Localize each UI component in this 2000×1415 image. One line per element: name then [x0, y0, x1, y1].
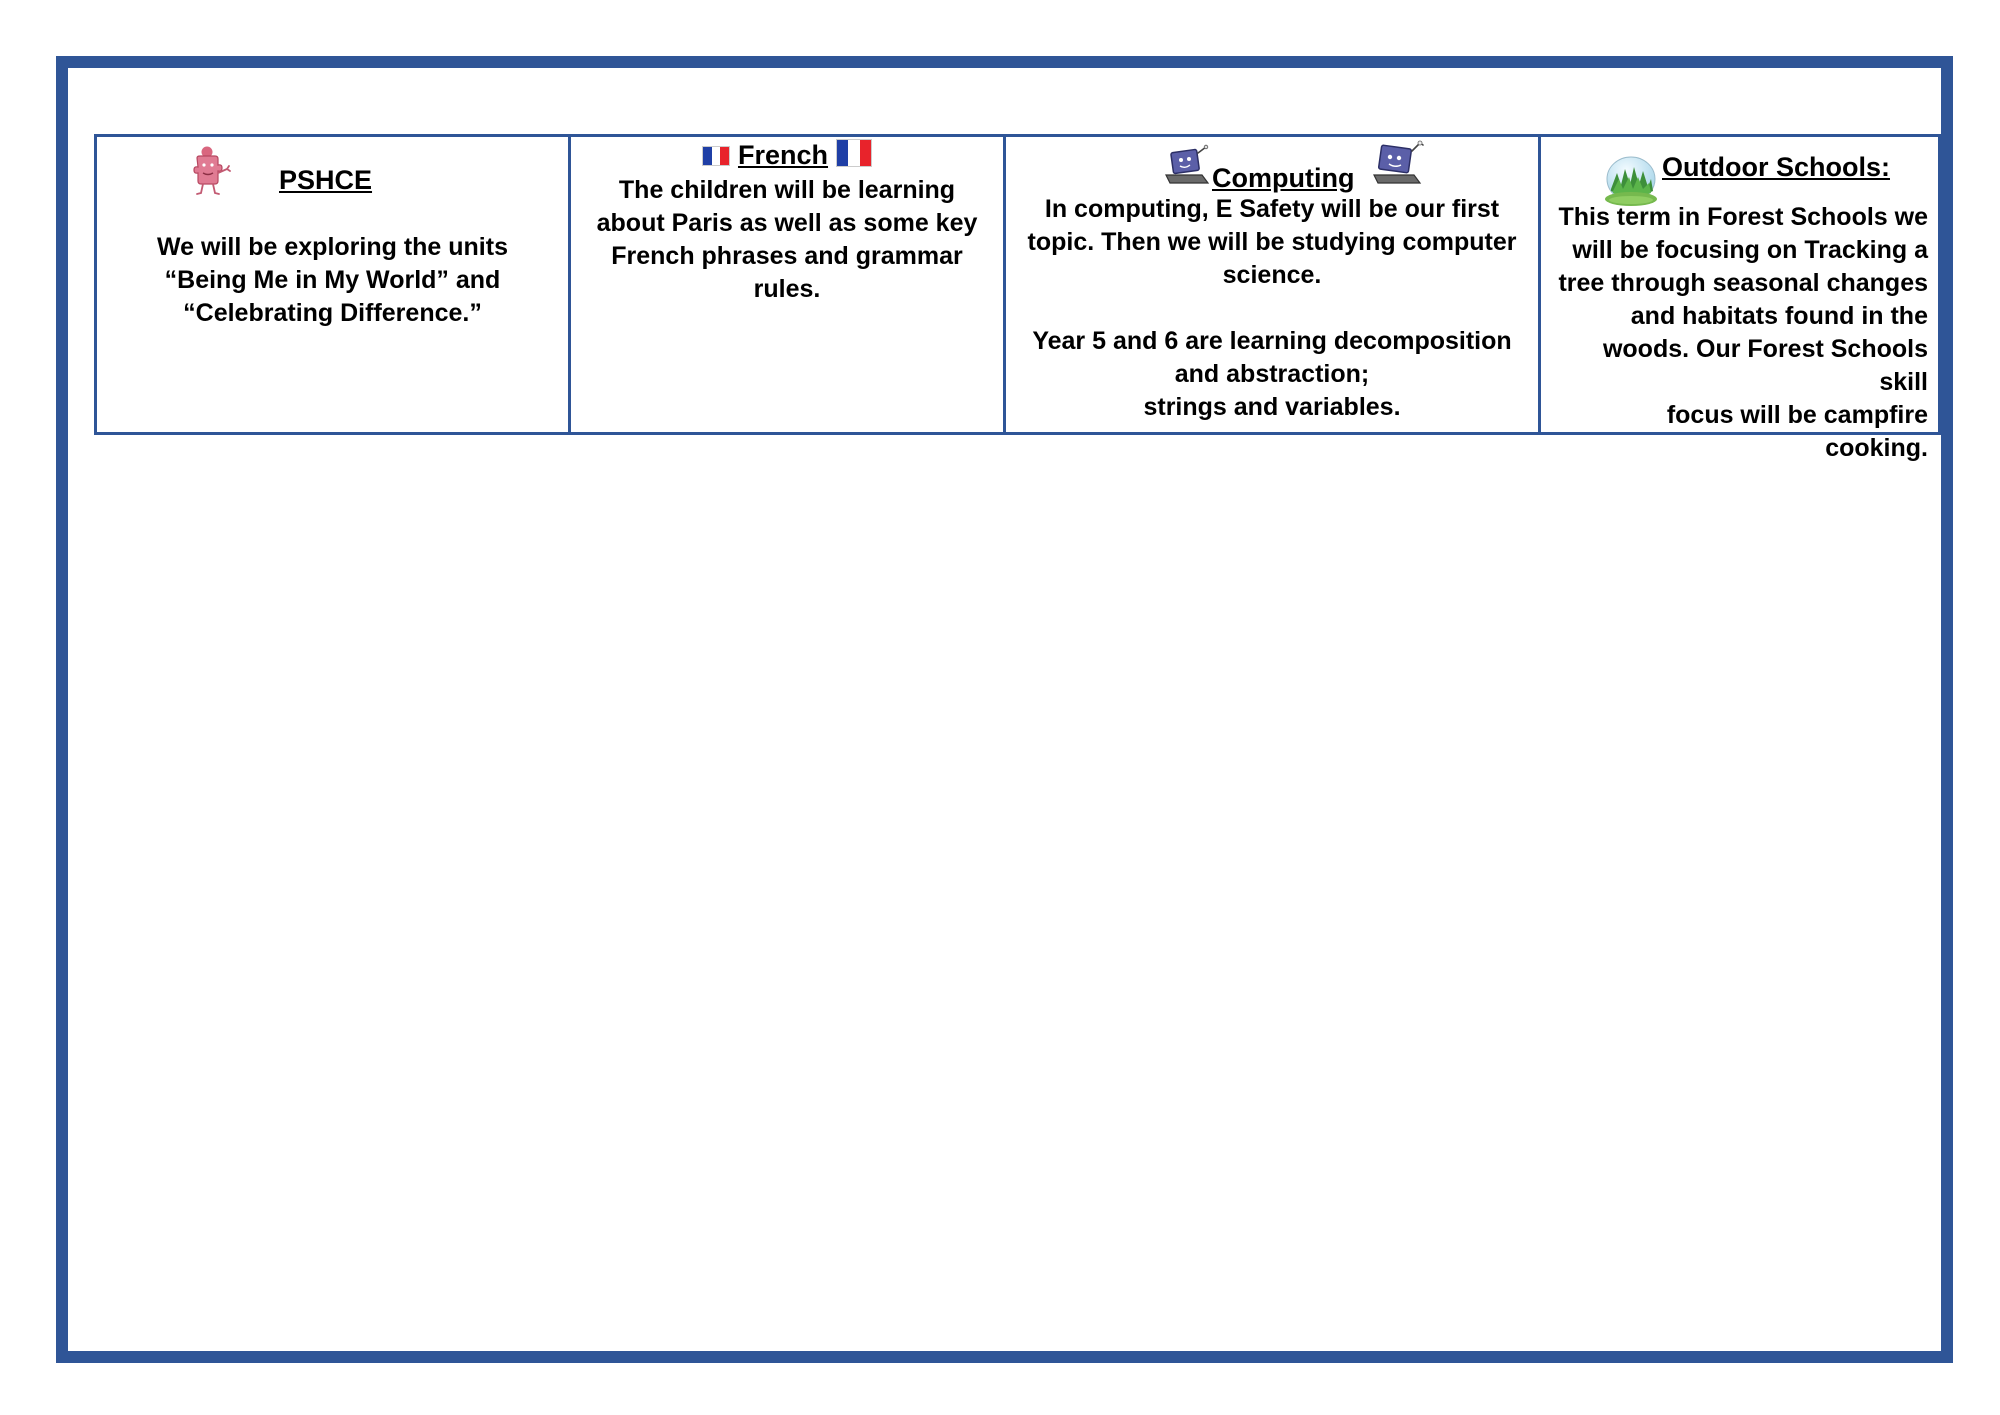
laptop-mascot-icon	[1162, 145, 1210, 189]
outdoor-schools-description: This term in Forest Schools we will be focusing on Tracking a tree through seasonal changes and habitats found in the woods. Our Forest Schools skill focus will be campfire cooking.	[1558, 203, 1928, 462]
subjects-table	[94, 134, 1941, 462]
french-description: The children will be learning about Paris as well as some key French phrases and grammar rules.	[596, 176, 978, 303]
pshce-description: We will be exploring the units “Being Me in My World” and “Celebrating Difference.”	[157, 233, 508, 327]
french-flag-icon	[836, 139, 872, 167]
computing-cell	[1003, 137, 1538, 432]
page-frame	[56, 56, 1953, 1363]
outdoor-schools-heading: Outdoor Schools:	[1662, 152, 1890, 182]
forest-globe-icon	[1603, 155, 1659, 207]
french-flag-icon	[702, 146, 730, 166]
french-heading-row	[571, 139, 1003, 169]
computing-heading: Computing	[1212, 163, 1355, 193]
french-heading: French	[737, 140, 829, 170]
pshce-cell	[97, 137, 568, 432]
computing-description: In computing, E Safety will be our first topic. Then we will be studying computer science. Year 5 and 6 are learning decomposition and abstraction; strings and variables.	[1027, 195, 1517, 421]
pink-puzzle-mascot-icon	[185, 143, 233, 197]
outdoor-schools-cell	[1538, 137, 1938, 462]
french-cell	[568, 137, 1003, 432]
pshce-heading: PSHCE	[279, 165, 373, 195]
laptop-mascot-icon	[1370, 139, 1426, 189]
